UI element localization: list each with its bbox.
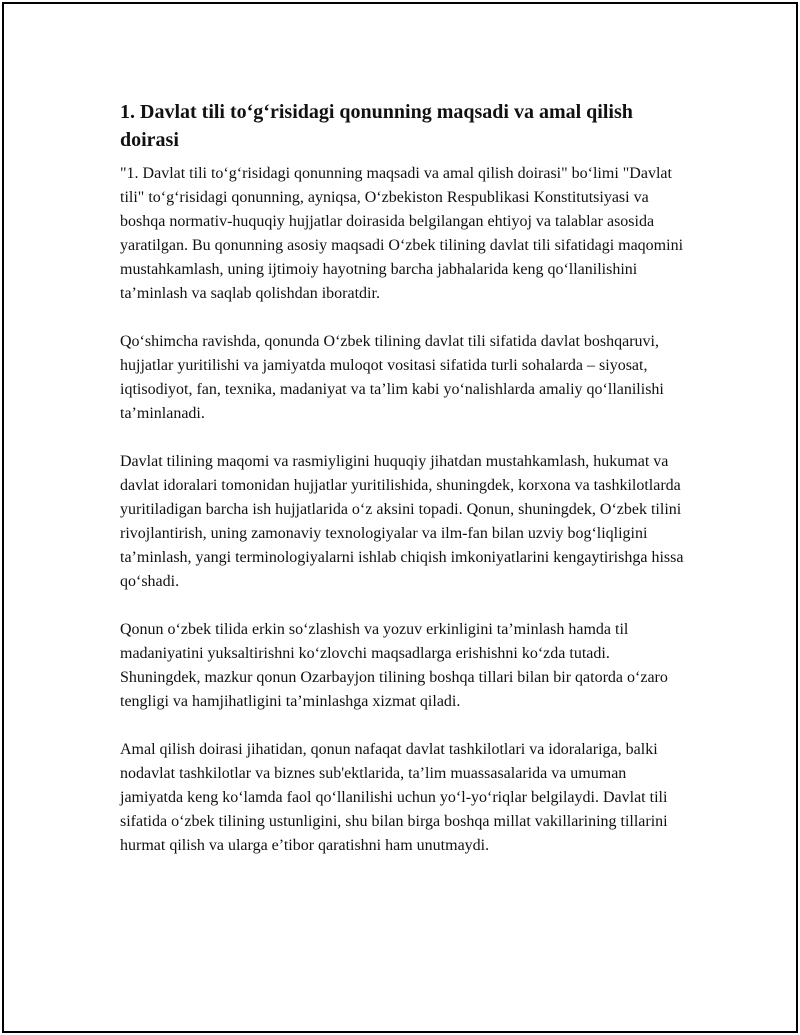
- document-page: [2, 2, 798, 1033]
- paragraph-4: Qonun o‘zbek tilida erkin so‘zlashish va yozuv erkinligini ta’minlash hamda til madaniyatini yuksaltirishni ko‘zlovchi maqsadlarga erishishni ko‘zda tutadi. Shuningdek, mazkur qonun Ozarbayjon tilining boshqa tillari bilan bir qatorda o‘zaro tengligi va hamjihatligini ta’minlashga xizmat qiladi.: [120, 621, 668, 710]
- document-content: [120, 98, 688, 882]
- paragraph-3: Davlat tilining maqomi va rasmiyligini huquqiy jihatdan mustahkamlash, hukumat va davlat idoralari tomonidan hujjatlar yuritilishida, shuningdek, korxona va tashkilotlarda yuritiladigan barcha ish hujjatlarida o‘z aksini topadi. Qonun, shuningdek, O‘zbek tilini rivojlantirish, uning zamonaviy texnologiyalar va ilm-fan bilan uzviy bog‘liqligini ta’minlash, yangi terminologiyalarni ishlab chiqish imkoniyatlarini kengaytirishga hissa qo‘shadi.: [120, 453, 684, 590]
- paragraph-1: "1. Davlat tili to‘g‘risidagi qonunning maqsadi va amal qilish doirasi" bo‘limi "Davlat tili" to‘g‘risidagi qonunning, ayniqsa, O‘zbekiston Respublikasi Konstitutsiyasi va boshqa normativ-huquqiy hujjatlar doirasida belgilangan ehtiyoj va talablar asosida yaratilgan. Bu qonunning asosiy maqsadi O‘zbek tilining davlat tili sifatidagi maqomini mustahkamlash, uning ijtimoiy hayotning barcha jabhalarida keng qo‘llanilishini ta’minlash va saqlab qolishdan iboratdir.: [120, 165, 684, 302]
- paragraph-2: Qo‘shimcha ravishda, qonunda O‘zbek tilining davlat tili sifatida davlat boshqaruvi, hujjatlar yuritilishi va jamiyatda muloqot vositasi sifatida turli sohalarda – siyosat, iqtisodiyot, fan, texnika, madaniyat va ta’lim kabi yo‘nalishlarda amaliy qo‘llanilishi ta’minlanadi.: [120, 333, 664, 422]
- section-heading: 1. Davlat tili to‘g‘risidagi qonunning maqsadi va amal qilish doirasi: [120, 101, 633, 151]
- paragraph-5: Amal qilish doirasi jihatidan, qonun nafaqat davlat tashkilotlari va idoralariga, balki nodavlat tashkilotlar va biznes sub'ektlarida, ta’lim muassasalarida va umuman jamiyatda keng ko‘lamda faol qo‘llanilishi uchun yo‘l-yo‘riqlar belgilaydi. Davlat tili sifatida o‘zbek tilining ustunligini, shu bilan birga boshqa millat vakillarining tillarini hurmat qilish va ularga e’tibor qaratishni ham unutmaydi.: [120, 741, 668, 854]
